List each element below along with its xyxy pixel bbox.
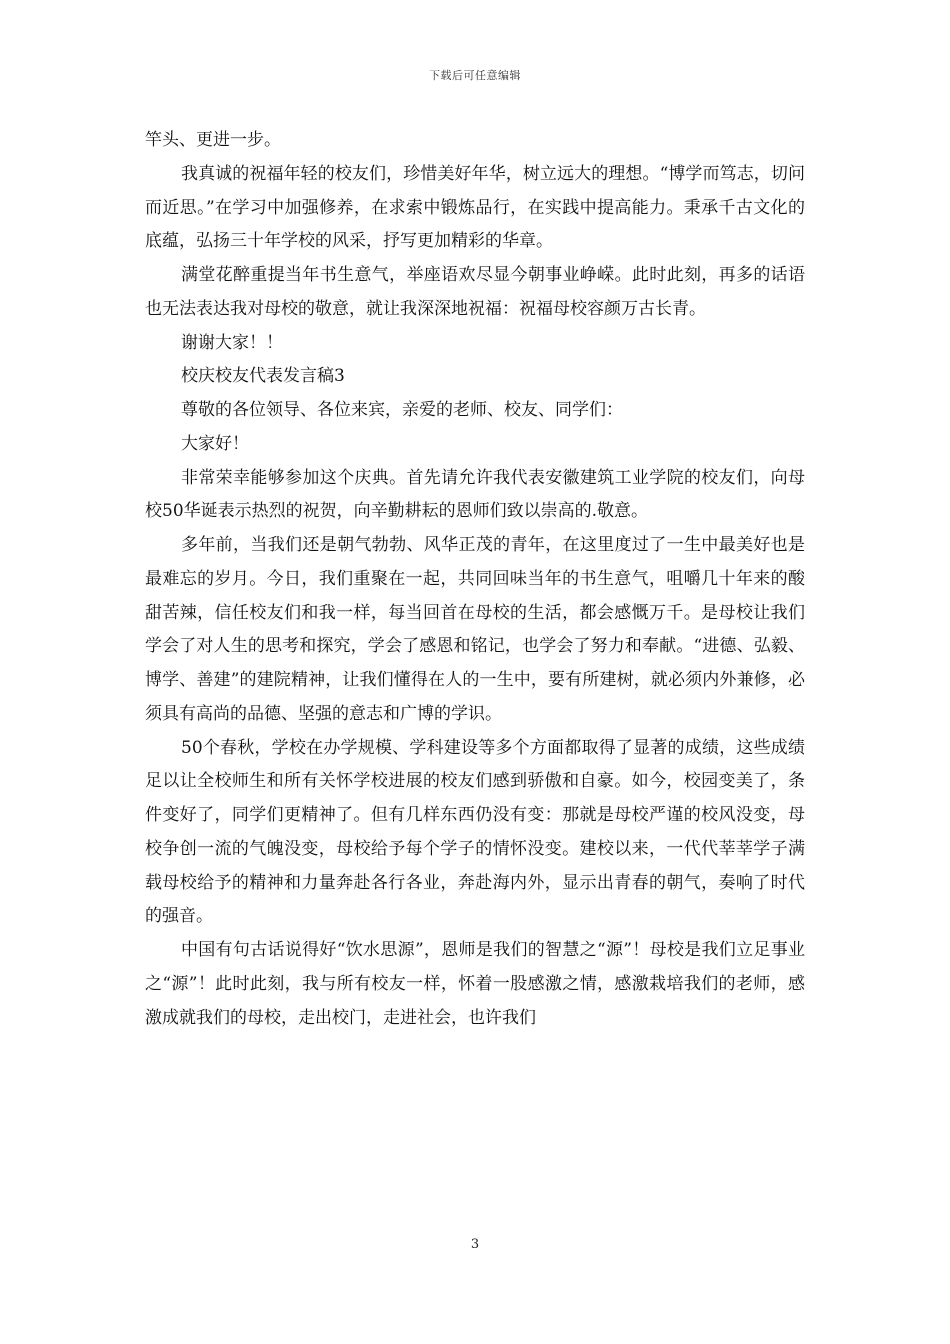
greeting: 大家好！ [181, 433, 249, 454]
page-header: 下载后可任意编辑 [429, 69, 521, 82]
salutation: 尊敬的各位领导、各位来宾，亲爱的老师、校友、同学们： [181, 400, 623, 420]
paragraph-thanks: 谢谢大家！！ [181, 332, 283, 353]
document-body [145, 124, 805, 1035]
paragraph-opening: 非常荣幸能够参加这个庆典。首先请允许我代表安徽建筑工业学院的校友们，向母校50华诞表示热烈的祝贺，向辛勤耕耘的恩师们致以崇高的.敬意。 [145, 467, 805, 522]
page-number: 3 [470, 1237, 480, 1252]
paragraph-achievements: 50个春秋，学校在办学规模、学科建设等多个方面都取得了显著的成绩，这些成绩足以让全校师生和所有关怀学校进展的校友们感到骄傲和自豪。如今，校园变美了，条件变好了，同学们更精神了。但有几样东西仍没有变：那就是母校严谨的校风没变，母校争创一流的气魄没变，母校给予每个学子的情怀没变。建校以来，一代代莘莘学子满载母校给予的精神和力量奔赴各行各业，奔赴海内外，显示出青春的朝气，奏响了时代的强音。 [145, 737, 805, 927]
paragraph-closing-wish: 满堂花醉重提当年书生意气，举座语欢尽显今朝事业峥嵘。此时此刻，再多的话语也无法表达我对母校的敬意，就让我深深地祝福：祝福母校容颜万古长青。 [145, 265, 805, 319]
paragraph-continuation: 竿头、更进一步。 [145, 130, 281, 150]
paragraph-blessing: 我真诚的祝福年轻的校友们，珍惜美好年华，树立远大的理想。“博学而笃志，切问而近思。”在学习中加强修养，在求索中锻炼品行，在实践中提高能力。秉承千古文化的底蕴，弘扬三十年学校的风采，抒写更加精彩的华章。 [145, 163, 805, 252]
section-title: 校庆校友代表发言稿3 [181, 366, 345, 387]
paragraph-gratitude: 中国有句古话说得好“饮水思源”，恩师是我们的智慧之“源”！母校是我们立足事业之“源”！此时此刻，我与所有校友一样，怀着一股感激之情，感激栽培我们的老师，感激成就我们的母校，走出校门，走进社会，也许我们 [145, 940, 805, 1028]
paragraph-memories: 多年前，当我们还是朝气勃勃、风华正茂的青年，在这里度过了一生中最美好也是最难忘的岁月。今日，我们重聚在一起，共同回味当年的书生意气，咀嚼几十年来的酸甜苦辣，信任校友们和我一样，每当回首在母校的生活，都会感慨万千。是母校让我们学会了对人生的思考和探究，学会了感恩和铭记，也学会了努力和奉献。“进德、弘毅、博学、善建”的建院精神，让我们懂得在人的一生中，要有所建树，就必须内外兼修，必须具有高尚的品德、坚强的意志和广博的学识。 [145, 535, 805, 724]
